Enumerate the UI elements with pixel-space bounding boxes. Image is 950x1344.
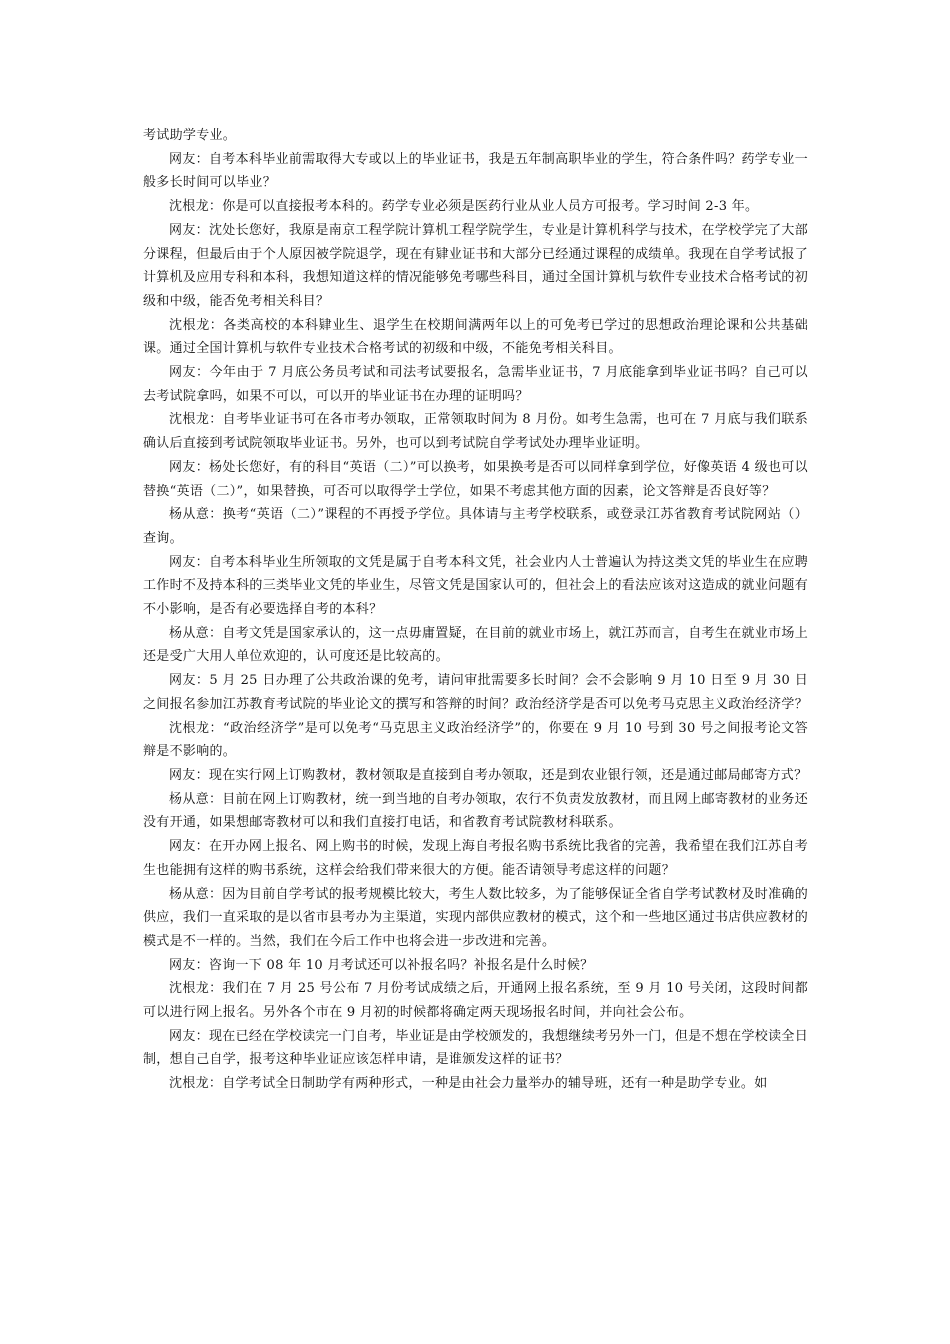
paragraph: 沈根龙：自学考试全日制助学有两种形式，一种是由社会力量举办的辅导班，还有一种是助学专业。如 [169, 1076, 768, 1092]
document-body [143, 124, 808, 1096]
paragraph: 杨从意：因为目前自学考试的报考规模比较大，考生人数比较多，为了能够保证全省自学考试教材及时准确的供应，我们一直采取的是以省市县考办为主渠道，实现内部供应教材的模式，这个和一些地区通过书店供应教材的模式是不一样的。当然，我们在今后工作中也将会进一步改进和完善。 [143, 886, 809, 949]
paragraph: 网友：今年由于 7 月底公务员考试和司法考试要报名，急需毕业证书，7 月底能拿到毕业证书吗？自己可以去考试院拿吗，如果不可以，可以开的毕业证书在办理的证明吗？ [143, 365, 808, 404]
paragraph: 网友：5 月 25 日办理了公共政治课的免考，请问审批需要多长时间？会不会影响 9 月 10 日至 9 月 30 日之间报名参加江苏教育考试院的毕业论文的撰写和答辩的时间？政治经济学是否可以免考马克思主义政治经济学？ [143, 673, 809, 712]
paragraph: 网友：咨询一下 08 年 10 月考试还可以补报名吗？补报名是什么时候？ [169, 957, 594, 973]
paragraph: 网友：现在已经在学校读完一门自考，毕业证是由学校颁发的，我想继续考另外一门，但是不想在学校读全日制，想自己自学，报考这种毕业证应该怎样申请，是谁颁发这样的证书？ [143, 1028, 808, 1068]
paragraph-continuation: 考试助学专业。 [143, 128, 237, 143]
paragraph: 网友：沈处长您好，我原是南京工程学院计算机工程学院学生，专业是计算机科学与技术，在学校学完了大部分课程，但最后由于个人原因被学院退学，现在有肄业证书和大部分已经通过课程的成绩单。我现在自学考试报了计算机及应用专科和本科，我想知道这样的情况能够免考哪些科目，通过全国计算机与软件专业技术合格考试的初级和中级，能否免考相关科目？ [143, 222, 809, 309]
paragraph: 沈根龙：我们在 7 月 25 号公布 7 月份考试成绩之后，开通网上报名系统，至 9 月 10 号关闭，这段时间都可以进行网上报名。另外各个市在 9 月初的时候都将确定两天现场报名时间，并向社会公布。 [143, 981, 808, 1021]
paragraph: 沈根龙：你是可以直接报考本科的。药学专业必须是医药行业从业人员方可报考。学习时间 2-3 年。 [169, 199, 759, 215]
paragraph: 杨从意：换考“英语（二）”课程的不再授予学位。具体请与主考学校联系，或登录江苏省教育考试院网站（）查询。 [143, 507, 808, 546]
paragraph: 网友：自考本科毕业前需取得大专或以上的毕业证书，我是五年制高职毕业的学生，符合条件吗？药学专业一般多长时间可以毕业？ [143, 151, 808, 191]
paragraph: 沈根龙：各类高校的本科肄业生、退学生在校期间满两年以上的可免考已学过的思想政治理论课和公共基础课。通过全国计算机与软件专业技术合格考试的初级和中级，不能免考相关科目。 [143, 317, 808, 357]
paragraph: 网友：自考本科毕业生所领取的文凭是属于自考本科文凭，社会业内人士普遍认为持这类文凭的毕业生在应聘工作时不及持本科的三类毕业文凭的毕业生，尽管文凭是国家认可的，但社会上的看法应该对这造成的就业问题有不小影响，是否有必要选择自考的本科？ [143, 554, 809, 618]
paragraph: 网友：现在实行网上订购教材，教材领取是直接到自考办领取，还是到农业银行领，还是通过邮局邮寄方式？ [169, 767, 808, 783]
paragraph: 网友：在开办网上报名、网上购书的时候，发现上海自考报名购书系统比我省的完善，我希望在我们江苏自考生也能拥有这样的购书系统，这样会给我们带来很大的方便。能否请领导考虑这样的问题？ [143, 839, 808, 878]
paragraph: 沈根龙：“政治经济学”是可以免考“马克思主义政治经济学”的，你要在 9 月 10 号到 30 号之间报考论文答辩是不影响的。 [143, 720, 808, 760]
paragraph: 沈根龙：自考毕业证书可在各市考办领取，正常领取时间为 8 月份。如考生急需，也可在 7 月底与我们联系确认后直接到考试院领取毕业证书。另外，也可以到考试院自学考试处办理毕业证明。 [143, 412, 808, 452]
paragraph: 杨从意：目前在网上订购教材，统一到当地的自考办领取，农行不负责发放教材，而且网上邮寄教材的业务还没有开通，如果想邮寄教材可以和我们直接打电话，和省教育考试院教材科联系。 [143, 791, 808, 831]
paragraph: 网友：杨处长您好，有的科目“英语（二）”可以换考，如果换考是否可以同样拿到学位，好像英语 4 级也可以替换“英语（二）”，如果替换，可否可以取得学士学位，如果不考虑其他方面的因素，论文答辩是否良好等？ [143, 459, 808, 499]
paragraph: 杨从意：自考文凭是国家承认的，这一点毋庸置疑，在目前的就业市场上，就江苏而言，自考生在就业市场上还是受广大用人单位欢迎的，认可度还是比较高的。 [143, 625, 808, 665]
